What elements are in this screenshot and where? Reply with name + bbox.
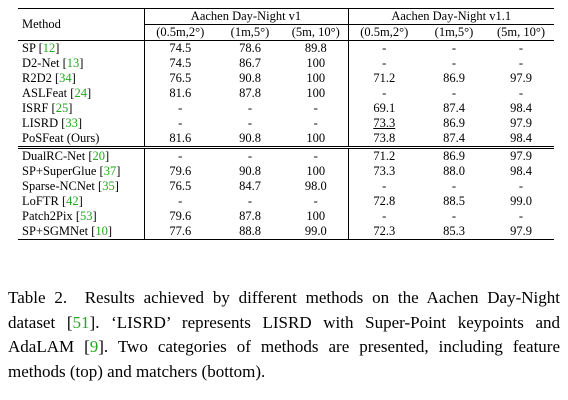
- table-row: [18, 41, 554, 57]
- table-cell: 71.2: [348, 71, 420, 86]
- table-cell: 81.6: [144, 131, 216, 148]
- table-cell: 79.6: [144, 209, 216, 224]
- table-cell: -: [247, 101, 253, 115]
- table-cell: 72.3: [348, 224, 420, 240]
- table-cell: 98.0: [304, 179, 327, 193]
- table-cell: 97.9: [510, 116, 532, 130]
- threshold-header-cell: (1m,5°): [216, 25, 284, 41]
- table-cell: -: [144, 101, 216, 116]
- table-cell: -: [247, 116, 253, 130]
- table-cell: -: [451, 179, 457, 193]
- table-cell: -: [313, 116, 318, 130]
- table-cell: 77.6: [144, 224, 216, 240]
- table-cell: 73.3: [348, 164, 420, 179]
- method-name: ISRF [25]: [22, 101, 73, 115]
- table-row: [18, 71, 554, 86]
- table-cell: 100: [306, 209, 326, 223]
- method-header: Method: [18, 9, 144, 41]
- feature-methods-body: [18, 41, 554, 148]
- table-cell: -: [451, 86, 457, 100]
- table-cell: -: [451, 56, 457, 70]
- group-header-v11: Aachen Day-Night v1.1: [348, 9, 554, 25]
- method-name: PoSFeat (Ours): [18, 131, 144, 148]
- table-cell: 69.1: [348, 101, 420, 116]
- table-row: [18, 164, 554, 179]
- table-cell: 84.7: [239, 179, 261, 193]
- table-cell: -: [348, 179, 420, 194]
- table-cell: 89.8: [304, 41, 327, 55]
- table-cell: -: [144, 194, 216, 209]
- table-cell: 86.9: [420, 148, 488, 165]
- table-cell: 78.6: [239, 41, 261, 55]
- table-cell: 90.8: [239, 164, 261, 178]
- threshold-header-cell: (0.5m,2°): [348, 25, 420, 41]
- threshold-header-cell: (1m,5°): [420, 25, 488, 41]
- matcher-methods-body: [18, 148, 554, 240]
- table-row: [18, 179, 554, 194]
- table-cell: -: [518, 86, 524, 100]
- citation-link[interactable]: 51: [72, 312, 90, 332]
- method-name: SP+SGMNet [10]: [18, 224, 144, 240]
- table-cell: 76.5: [144, 179, 216, 194]
- table-row: [18, 148, 554, 165]
- table-cell: -: [144, 116, 216, 131]
- method-name: SP [12]: [22, 41, 60, 55]
- method-name: D2-Net [13]: [22, 56, 84, 70]
- table-cell: 74.5: [144, 56, 216, 71]
- table-row: [18, 116, 554, 131]
- method-name: Patch2Pix [53]: [22, 209, 97, 223]
- group-header-v1: Aachen Day-Night v1: [144, 9, 348, 25]
- table-cell: 90.8: [239, 71, 261, 85]
- table-row: [18, 209, 554, 224]
- table-cell: 98.4: [510, 101, 532, 115]
- method-name: LoFTR [42]: [22, 194, 83, 208]
- table-cell: 87.8: [239, 209, 261, 223]
- table-cell: 100: [284, 131, 348, 148]
- table-cell: 100: [306, 86, 326, 100]
- table-cell: -: [313, 194, 318, 208]
- table-cell: 97.9: [488, 224, 554, 240]
- table-row: [18, 86, 554, 101]
- table-cell: -: [348, 41, 420, 57]
- table-cell: 86.9: [443, 116, 465, 130]
- table-cell: 71.2: [348, 148, 420, 165]
- table-cell: 81.6: [144, 86, 216, 101]
- table-cell: -: [348, 56, 420, 71]
- table-cell: 99.0: [284, 224, 348, 240]
- table-cell: 76.5: [144, 71, 216, 86]
- table-cell: 90.8: [216, 131, 284, 148]
- table-cell: -: [518, 179, 524, 193]
- threshold-header-cell: (5m, 10°): [488, 25, 554, 41]
- table-cell: 97.9: [488, 148, 554, 165]
- method-name: Sparse-NCNet [35]: [22, 179, 119, 193]
- table-cell: 98.4: [488, 131, 554, 148]
- table-cell: 86.9: [443, 71, 465, 85]
- table-row: [18, 224, 554, 240]
- table-row: [18, 56, 554, 71]
- table-row: [18, 194, 554, 209]
- table-cell: 100: [306, 164, 326, 178]
- table-cell: 87.8: [239, 86, 261, 100]
- table-cell: -: [348, 209, 420, 224]
- table-cell: 73.3: [348, 116, 420, 131]
- threshold-header-cell: (5m, 10°): [284, 25, 348, 41]
- table-cell: -: [313, 101, 318, 115]
- table-cell: 85.3: [420, 224, 488, 240]
- table-cell: 99.0: [510, 194, 532, 208]
- table-cell: 98.4: [510, 164, 532, 178]
- table-cell: -: [518, 209, 524, 223]
- caption-label: Table 2.: [8, 288, 68, 307]
- method-name: DualRC-Net [20]: [18, 148, 144, 165]
- table-row: [18, 101, 554, 116]
- table-cell: 88.5: [443, 194, 465, 208]
- table-cell: -: [348, 86, 420, 101]
- method-name: R2D2 [34]: [22, 71, 76, 85]
- table-cell: -: [144, 148, 216, 165]
- table-group-header: [18, 9, 554, 25]
- table-cell: -: [247, 194, 253, 208]
- table-cell: 87.4: [443, 101, 465, 115]
- table-cell: 79.6: [144, 164, 216, 179]
- table-row-ours: [18, 131, 554, 148]
- table-cell: -: [451, 41, 457, 55]
- table-cell: 100: [306, 71, 326, 85]
- threshold-header-cell: (0.5m,2°): [144, 25, 216, 41]
- table-cell: 97.9: [510, 71, 532, 85]
- table-cell: 88.8: [216, 224, 284, 240]
- method-name: SP+SuperGlue [37]: [22, 164, 121, 178]
- table-caption: Table 2. Results achieved by different methods on the Aachen Day-Night dataset [51]. ‘LISRD’ represents LISRD with Super-Point keypoints and AdaLAM [9]. Two categories of methods are presented, including feature methods (top) and matchers (bottom).: [8, 288, 561, 381]
- table-cell: 100: [306, 56, 326, 70]
- table-cell: -: [518, 56, 524, 70]
- table-cell: 88.0: [443, 164, 465, 178]
- results-table: [18, 8, 554, 240]
- table-cell: 72.8: [348, 194, 420, 209]
- table-cell: 74.5: [144, 41, 216, 57]
- citation-link[interactable]: 9: [89, 337, 99, 356]
- table-cell: 86.7: [239, 56, 261, 70]
- method-name: ASLFeat [24]: [22, 86, 92, 100]
- method-name: LISRD [33]: [22, 116, 83, 130]
- table-cell: -: [284, 148, 348, 165]
- table-cell: 87.4: [420, 131, 488, 148]
- table-cell: -: [451, 209, 457, 223]
- table-cell: 73.8: [348, 131, 420, 148]
- table-cell: -: [518, 41, 524, 55]
- table-cell: -: [216, 148, 284, 165]
